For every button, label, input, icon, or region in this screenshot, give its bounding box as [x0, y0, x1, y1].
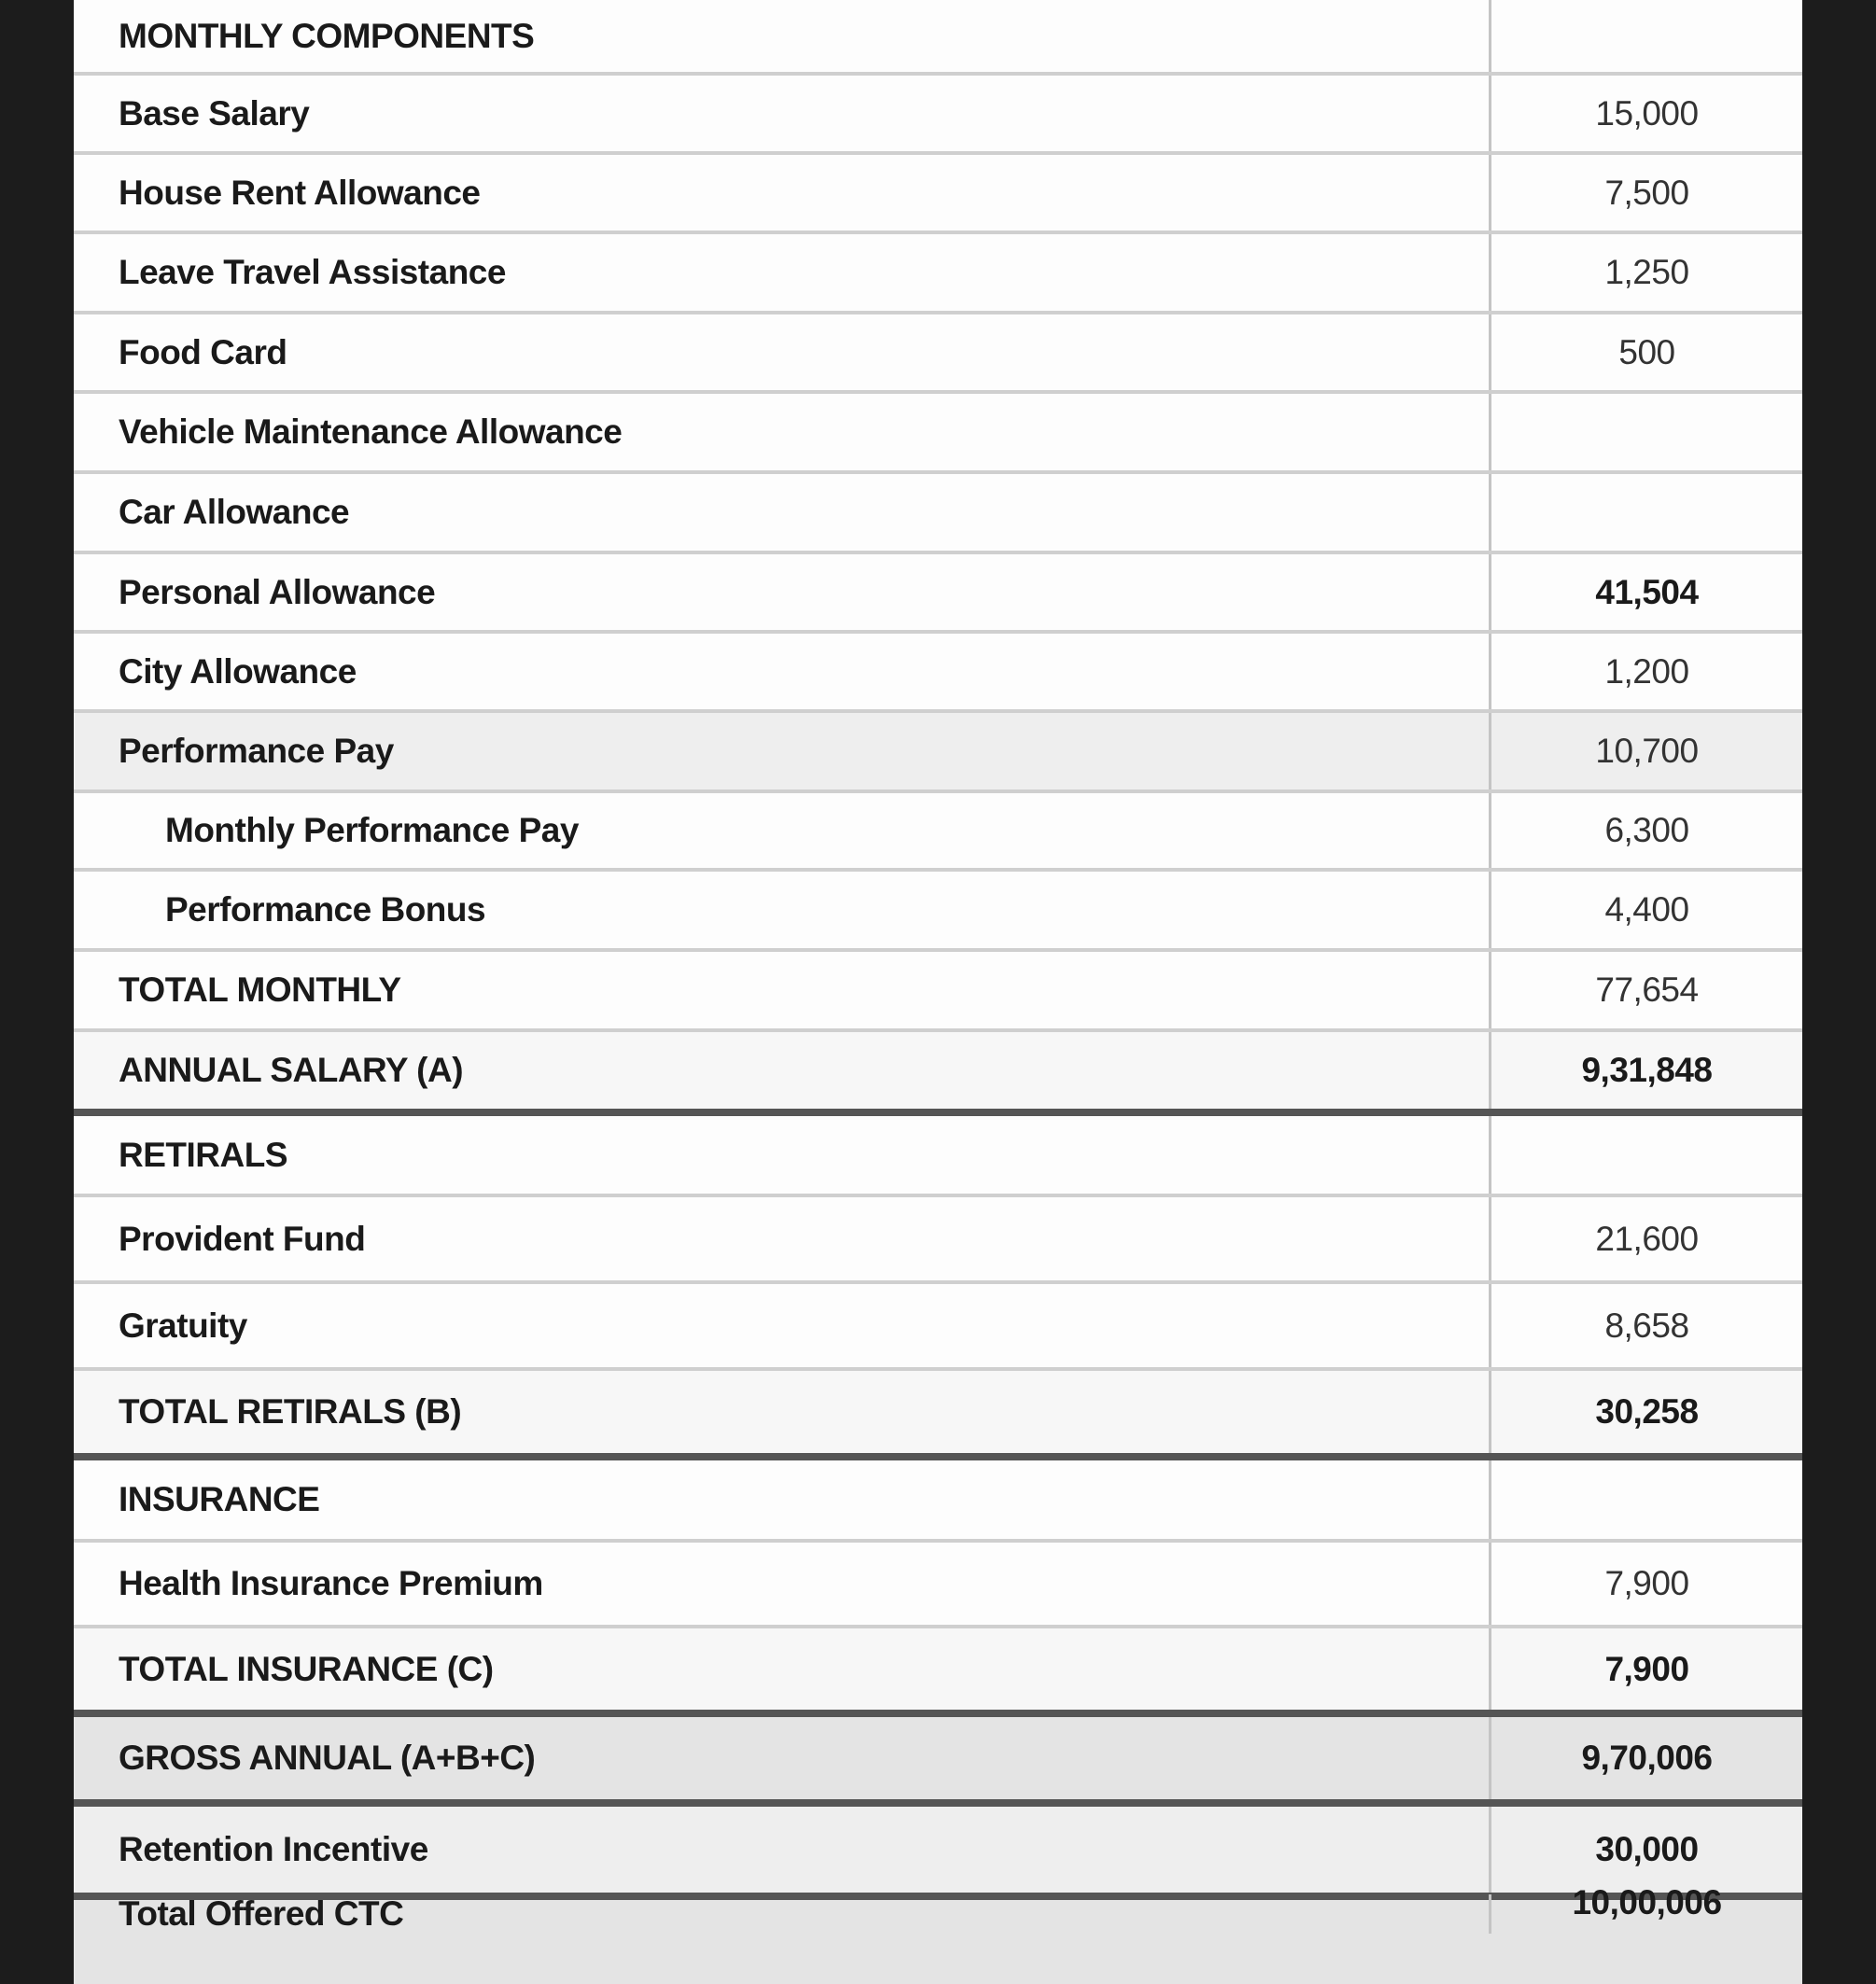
row-label: TOTAL RETIRALS (B) [74, 1371, 1491, 1453]
row-value: 10,700 [1595, 732, 1699, 770]
row-value [1491, 1116, 1802, 1194]
salary-breakup-table [74, 0, 1802, 1933]
row-value: 10,00,006 [1572, 1883, 1722, 1921]
table-row-performance-bonus [74, 872, 1802, 952]
row-label: Food Card [74, 314, 1491, 390]
row-label: INSURANCE [74, 1460, 1491, 1539]
table-row-provident-fund [74, 1197, 1802, 1284]
row-value: 1,200 [1604, 651, 1689, 691]
row-label: Car Allowance [74, 474, 1491, 551]
row-label: Retention Incentive [74, 1807, 1491, 1893]
table-row-insurance-header [74, 1460, 1802, 1543]
row-label: ANNUAL SALARY (A) [74, 1032, 1491, 1109]
row-label: Leave Travel Assistance [74, 234, 1491, 311]
table-row-car-allowance [74, 474, 1802, 554]
table-row-gross-annual [74, 1717, 1802, 1807]
row-value: 7,900 [1604, 1649, 1689, 1688]
table-row-total-offered-ctc [74, 1883, 1802, 1984]
row-value: 7,500 [1604, 173, 1689, 212]
table-row-health-insurance-premium [74, 1543, 1802, 1628]
row-label: RETIRALS [74, 1116, 1491, 1194]
row-label: Gratuity [74, 1284, 1491, 1367]
table-row-food-card [74, 314, 1802, 394]
row-label: House Rent Allowance [74, 155, 1491, 231]
row-value: 4,400 [1604, 890, 1689, 929]
row-label: Monthly Performance Pay [74, 793, 1491, 868]
row-label: Provident Fund [74, 1197, 1491, 1280]
row-label: Base Salary [74, 76, 1491, 151]
row-value: 9,31,848 [1581, 1051, 1713, 1089]
table-row-gratuity [74, 1284, 1802, 1371]
row-value [1491, 394, 1802, 470]
row-value [1491, 474, 1802, 551]
row-value [1491, 0, 1802, 72]
row-value: 30,258 [1595, 1392, 1699, 1431]
table-row-total-monthly [74, 952, 1802, 1032]
row-value: 15,000 [1595, 93, 1699, 133]
table-row-retirals-header [74, 1116, 1802, 1197]
row-value: 21,600 [1595, 1219, 1699, 1258]
row-label: Performance Bonus [74, 872, 1491, 948]
row-label: TOTAL MONTHLY [74, 952, 1491, 1028]
table-row-personal-allowance [74, 554, 1802, 634]
row-value: 30,000 [1595, 1830, 1699, 1868]
row-label: Vehicle Maintenance Allowance [74, 394, 1491, 470]
row-label: Personal Allowance [74, 554, 1491, 630]
row-value: 41,504 [1595, 572, 1699, 611]
row-label: Total Offered CTC [74, 1894, 1491, 1934]
row-value [1491, 1460, 1802, 1539]
row-value: 77,654 [1595, 971, 1699, 1009]
row-label: Performance Pay [74, 713, 1491, 789]
table-row-leave-travel-assistance [74, 234, 1802, 314]
table-row-base-salary [74, 76, 1802, 155]
table-row-total-retirals [74, 1371, 1802, 1460]
row-label: GROSS ANNUAL (A+B+C) [74, 1717, 1491, 1799]
table-row-house-rent-allowance [74, 155, 1802, 234]
table-row-monthly-components-header [74, 0, 1802, 76]
row-value: 500 [1618, 332, 1675, 371]
row-label: TOTAL INSURANCE (C) [74, 1628, 1491, 1710]
row-value: 7,900 [1604, 1564, 1689, 1602]
row-label: Health Insurance Premium [74, 1543, 1491, 1625]
row-value: 1,250 [1604, 253, 1689, 291]
table-row-total-insurance [74, 1628, 1802, 1717]
row-value: 8,658 [1604, 1306, 1689, 1345]
table-row-monthly-performance-pay [74, 793, 1802, 872]
table-row-performance-pay [74, 713, 1802, 793]
row-label: MONTHLY COMPONENTS [74, 0, 1491, 72]
table-row-city-allowance [74, 634, 1802, 713]
table-row-annual-salary [74, 1032, 1802, 1116]
row-value: 9,70,006 [1581, 1739, 1713, 1777]
table-row-vehicle-maintenance-allowance [74, 394, 1802, 474]
row-label: City Allowance [74, 634, 1491, 709]
row-value: 6,300 [1604, 811, 1689, 849]
